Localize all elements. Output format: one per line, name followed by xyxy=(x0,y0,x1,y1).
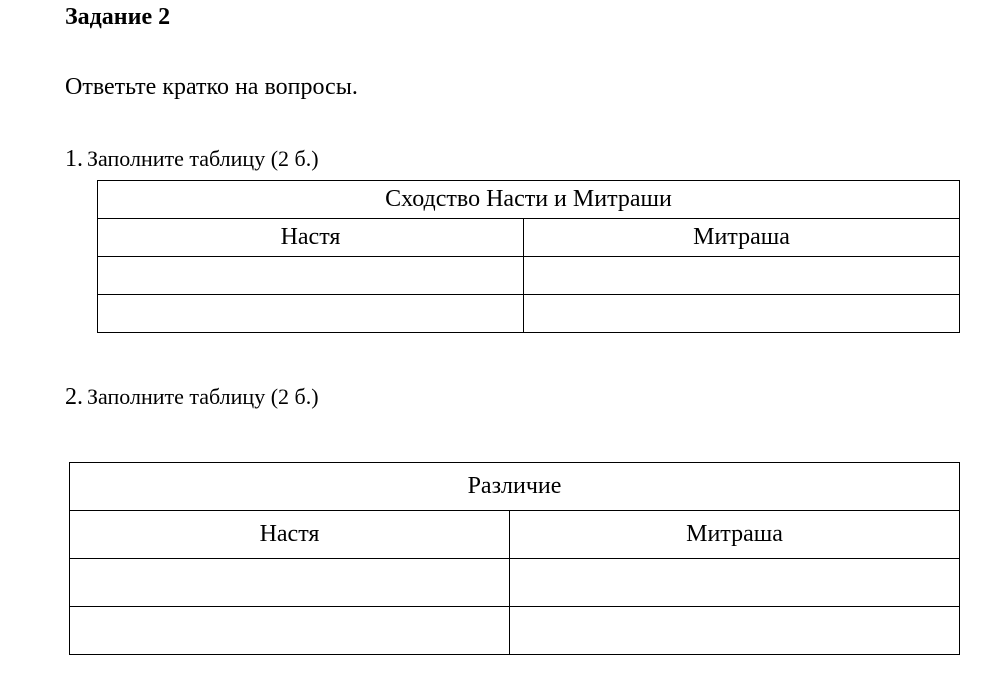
column-header-nastya: Настя xyxy=(70,511,510,559)
table-row xyxy=(98,295,960,333)
similarity-table xyxy=(97,180,960,333)
question-number: 2. xyxy=(65,384,83,410)
question-number: 1. xyxy=(65,146,83,172)
column-header-nastya: Настя xyxy=(98,219,524,257)
column-header-mitrasha: Митраша xyxy=(524,219,960,257)
answer-cell[interactable] xyxy=(524,257,960,295)
answer-cell[interactable] xyxy=(98,295,524,333)
table-title: Различие xyxy=(70,463,960,511)
question-text: Заполните таблицу (2 б.) xyxy=(87,384,319,409)
column-header-mitrasha: Митраша xyxy=(510,511,960,559)
answer-cell[interactable] xyxy=(98,257,524,295)
answer-cell[interactable] xyxy=(524,295,960,333)
difference-table xyxy=(69,462,960,655)
table-row xyxy=(70,607,960,655)
question-1 xyxy=(65,146,319,173)
task-title: Задание 2 xyxy=(65,4,171,30)
table-title: Сходство Насти и Митраши xyxy=(98,181,960,219)
answer-cell[interactable] xyxy=(510,559,960,607)
question-2 xyxy=(65,384,319,411)
answer-cell[interactable] xyxy=(70,607,510,655)
table-row xyxy=(70,559,960,607)
answer-cell[interactable] xyxy=(510,607,960,655)
table-row xyxy=(98,257,960,295)
answer-cell[interactable] xyxy=(70,559,510,607)
instruction-text: Ответьте кратко на вопросы. xyxy=(65,74,358,100)
question-text: Заполните таблицу (2 б.) xyxy=(87,146,319,171)
